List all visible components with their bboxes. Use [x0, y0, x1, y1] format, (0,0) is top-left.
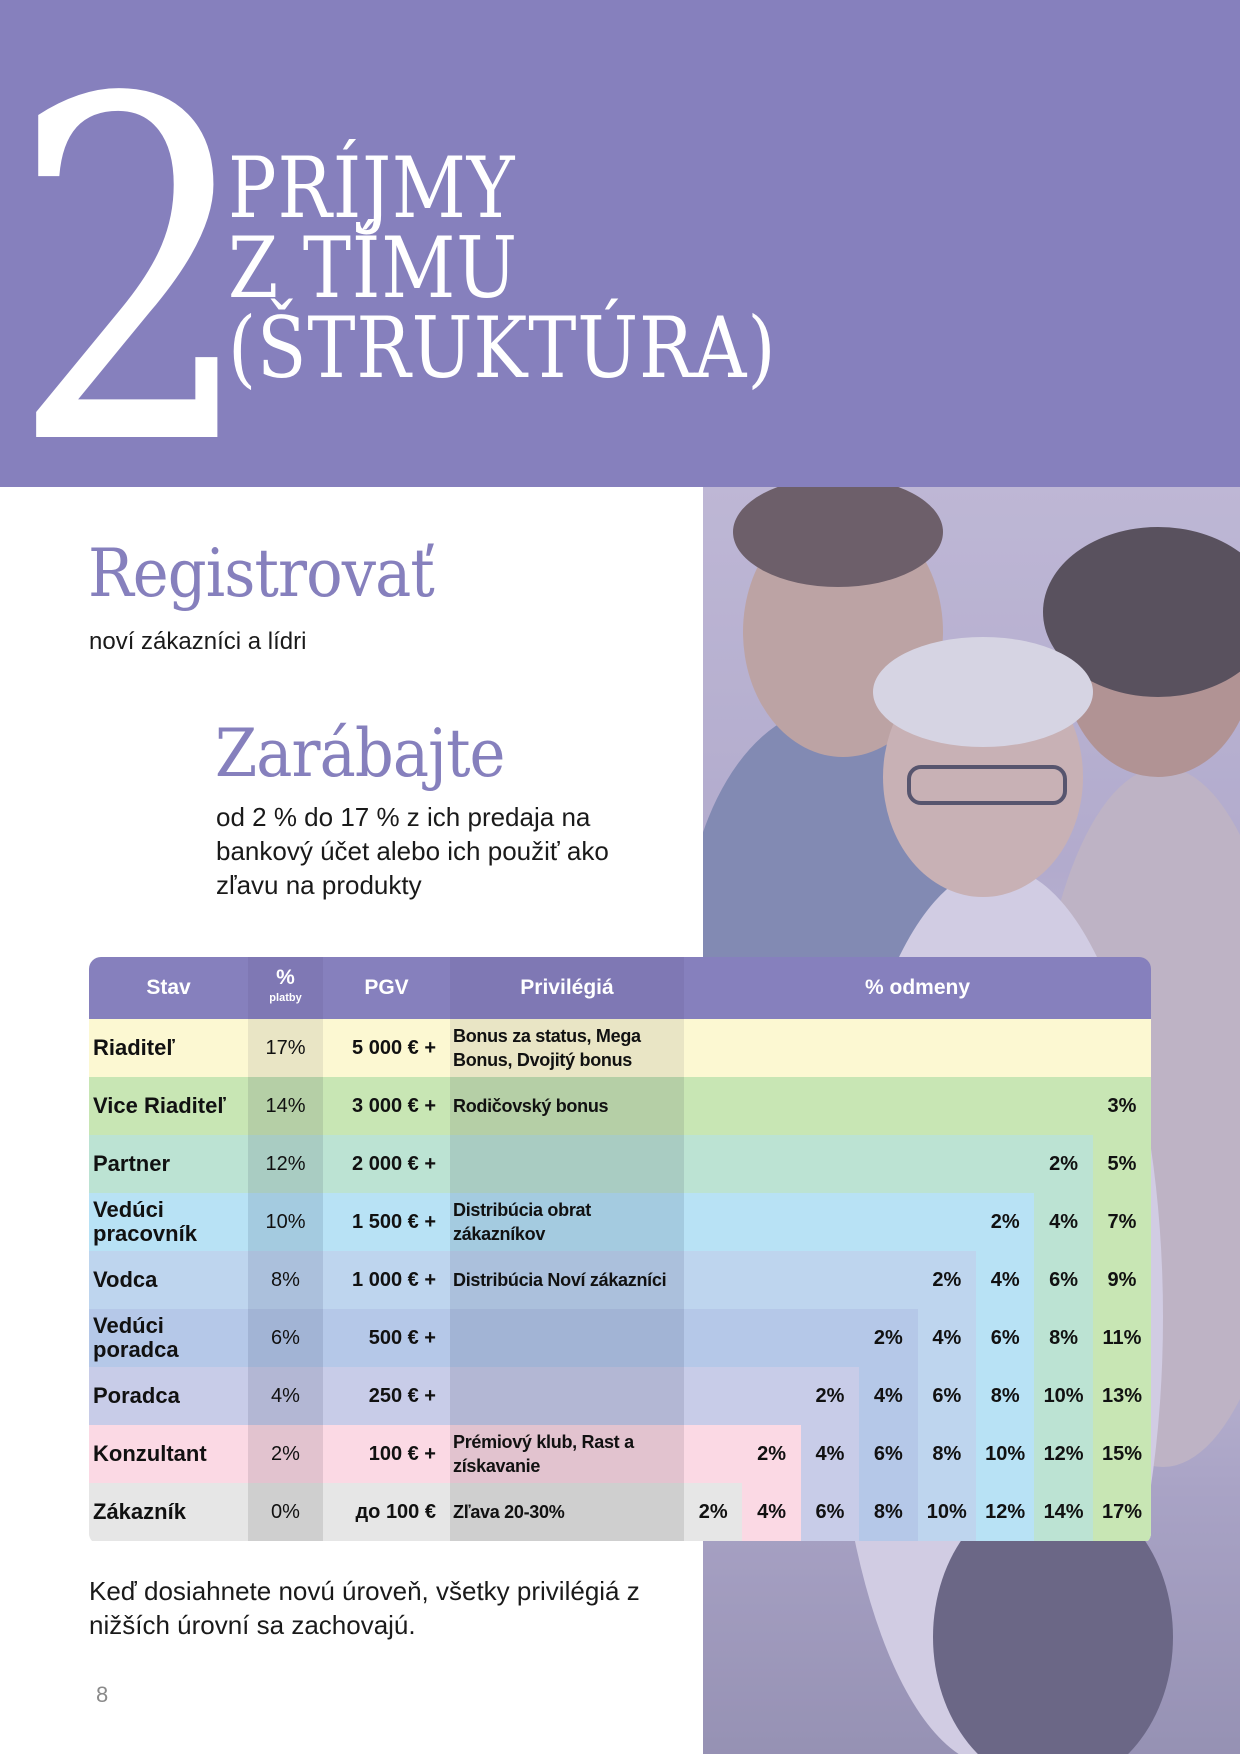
table-header — [89, 957, 1151, 1019]
row-payout-pct: 8% — [248, 1251, 323, 1309]
register-heading: Registrovať — [88, 535, 434, 612]
row-payout-pct: 10% — [248, 1193, 323, 1251]
row-status: Vedúci poradca — [89, 1309, 248, 1367]
reward-cell: 6% — [976, 1309, 1034, 1367]
reward-cell: 12% — [976, 1483, 1034, 1541]
title-line: PRÍJMY — [228, 139, 516, 237]
reward-cell: 3% — [1093, 1077, 1151, 1135]
reward-cell: 2% — [684, 1483, 742, 1541]
reward-cell: 4% — [918, 1309, 976, 1367]
header-pgv: PGV — [364, 976, 409, 999]
table-row — [89, 1135, 1151, 1193]
reward-cell: 2% — [801, 1367, 859, 1425]
row-pgv: 500 € + — [323, 1309, 450, 1367]
chapter-number: 2 — [10, 1, 256, 548]
row-privileges: Distribúcia obrat zákazníkov — [450, 1193, 684, 1251]
footer-note: Keď dosiahnete novú úroveň, všetky privilégiá z nižších úrovní sa zachovajú. — [89, 1576, 640, 1640]
header-pct-label: platby — [269, 992, 302, 1004]
row-pgv: 1 000 € + — [323, 1251, 450, 1309]
reward-cell: 4% — [1034, 1193, 1092, 1251]
header-pct — [248, 957, 323, 1019]
table-row — [89, 1309, 1151, 1367]
reward-cell: 14% — [1034, 1483, 1092, 1541]
row-status: Vice Riaditeľ — [89, 1077, 248, 1135]
row-payout-pct: 4% — [248, 1367, 323, 1425]
reward-cell: 15% — [1093, 1425, 1151, 1483]
row-privileges — [450, 1367, 684, 1425]
reward-cell: 4% — [801, 1425, 859, 1483]
reward-cell: 2% — [918, 1251, 976, 1309]
page-number: 8 — [96, 1682, 109, 1707]
reward-cell: 9% — [1093, 1251, 1151, 1309]
register-subtitle: noví zákazníci a lídri — [89, 628, 307, 655]
row-reward-band — [684, 1483, 1151, 1541]
reward-cell: 13% — [1093, 1367, 1151, 1425]
row-pgv: 3 000 € + — [323, 1077, 450, 1135]
row-payout-pct: 2% — [248, 1425, 323, 1483]
row-privileges: Bonus za status, Mega Bonus, Dvojitý bonus — [450, 1019, 684, 1077]
header-reward: % odmeny — [864, 976, 971, 999]
reward-cell: 8% — [859, 1483, 917, 1541]
row-reward-band — [684, 1019, 1151, 1077]
row-reward-band — [684, 1425, 1151, 1483]
row-payout-pct: 12% — [248, 1135, 323, 1193]
reward-cell: 17% — [1093, 1483, 1151, 1541]
row-reward-band — [684, 1077, 1151, 1135]
earn-text: od 2 % do 17 % z ich predaja na bankový účet alebo ich použiť ako zľavu na produkty — [216, 802, 609, 900]
reward-cell: 2% — [1034, 1135, 1092, 1193]
reward-cell: 8% — [1034, 1309, 1092, 1367]
reward-cell: 5% — [1093, 1135, 1151, 1193]
row-reward-band — [684, 1251, 1151, 1309]
reward-cell: 6% — [859, 1425, 917, 1483]
row-pgv: 5 000 € + — [323, 1019, 450, 1077]
reward-cell: 8% — [976, 1367, 1034, 1425]
reward-cell: 7% — [1093, 1193, 1151, 1251]
row-payout-pct: 6% — [248, 1309, 323, 1367]
row-privileges: Rodičovský bonus — [450, 1077, 684, 1135]
row-payout-pct: 0% — [248, 1483, 323, 1541]
row-status: Partner — [89, 1135, 248, 1193]
header-stav: Stav — [146, 976, 191, 999]
row-status: Zákazník — [89, 1483, 248, 1541]
row-privileges — [450, 1135, 684, 1193]
row-reward-band — [684, 1193, 1151, 1251]
table-row — [89, 1483, 1151, 1541]
row-privileges: Prémiový klub, Rast a získavanie — [450, 1425, 684, 1483]
reward-cell: 4% — [742, 1483, 800, 1541]
row-status: Riaditeľ — [89, 1019, 248, 1077]
reward-cell: 10% — [976, 1425, 1034, 1483]
table-row — [89, 1425, 1151, 1483]
row-pgv: до 100 € — [323, 1483, 450, 1541]
row-status: Poradca — [89, 1367, 248, 1425]
title-line: Z TÍMU — [228, 219, 518, 317]
row-payout-pct: 14% — [248, 1077, 323, 1135]
reward-cell: 11% — [1093, 1309, 1151, 1367]
table-row — [89, 1251, 1151, 1309]
reward-cell: 6% — [918, 1367, 976, 1425]
header-banner — [0, 0, 1240, 548]
row-pgv: 250 € + — [323, 1367, 450, 1425]
reward-cell: 12% — [1034, 1425, 1092, 1483]
table-row — [89, 1019, 1151, 1077]
row-reward-band — [684, 1309, 1151, 1367]
reward-cell: 4% — [976, 1251, 1034, 1309]
table-row — [89, 1193, 1151, 1251]
table-row — [89, 1077, 1151, 1135]
title-line: (ŠTRUKTÚRA) — [228, 299, 777, 397]
earn-heading: Zarábajte — [215, 715, 505, 792]
table-row — [89, 1367, 1151, 1425]
reward-cell: 6% — [801, 1483, 859, 1541]
reward-cell: 2% — [976, 1193, 1034, 1251]
reward-cell: 8% — [918, 1425, 976, 1483]
row-pgv: 2 000 € + — [323, 1135, 450, 1193]
row-pgv: 1 500 € + — [323, 1193, 450, 1251]
row-payout-pct: 17% — [248, 1019, 323, 1077]
reward-cell: 10% — [918, 1483, 976, 1541]
row-reward-band — [684, 1367, 1151, 1425]
reward-cell: 6% — [1034, 1251, 1092, 1309]
row-privileges — [450, 1309, 684, 1367]
page-title — [228, 139, 866, 397]
row-status: Vodca — [89, 1251, 248, 1309]
reward-cell: 2% — [742, 1425, 800, 1483]
header-privileges: Privilégiá — [450, 957, 684, 1019]
reward-cell: 10% — [1034, 1367, 1092, 1425]
row-privileges: Zľava 20-30% — [450, 1483, 684, 1541]
header-pct-symbol: % — [276, 966, 295, 989]
reward-cell: 2% — [859, 1309, 917, 1367]
row-pgv: 100 € + — [323, 1425, 450, 1483]
commission-table — [89, 957, 1151, 1545]
row-privileges: Distribúcia Noví zákazníci — [450, 1251, 684, 1309]
reward-cell: 4% — [859, 1367, 917, 1425]
row-reward-band — [684, 1135, 1151, 1193]
row-status: Vedúci pracovník — [89, 1193, 248, 1251]
row-status: Konzultant — [89, 1425, 248, 1483]
